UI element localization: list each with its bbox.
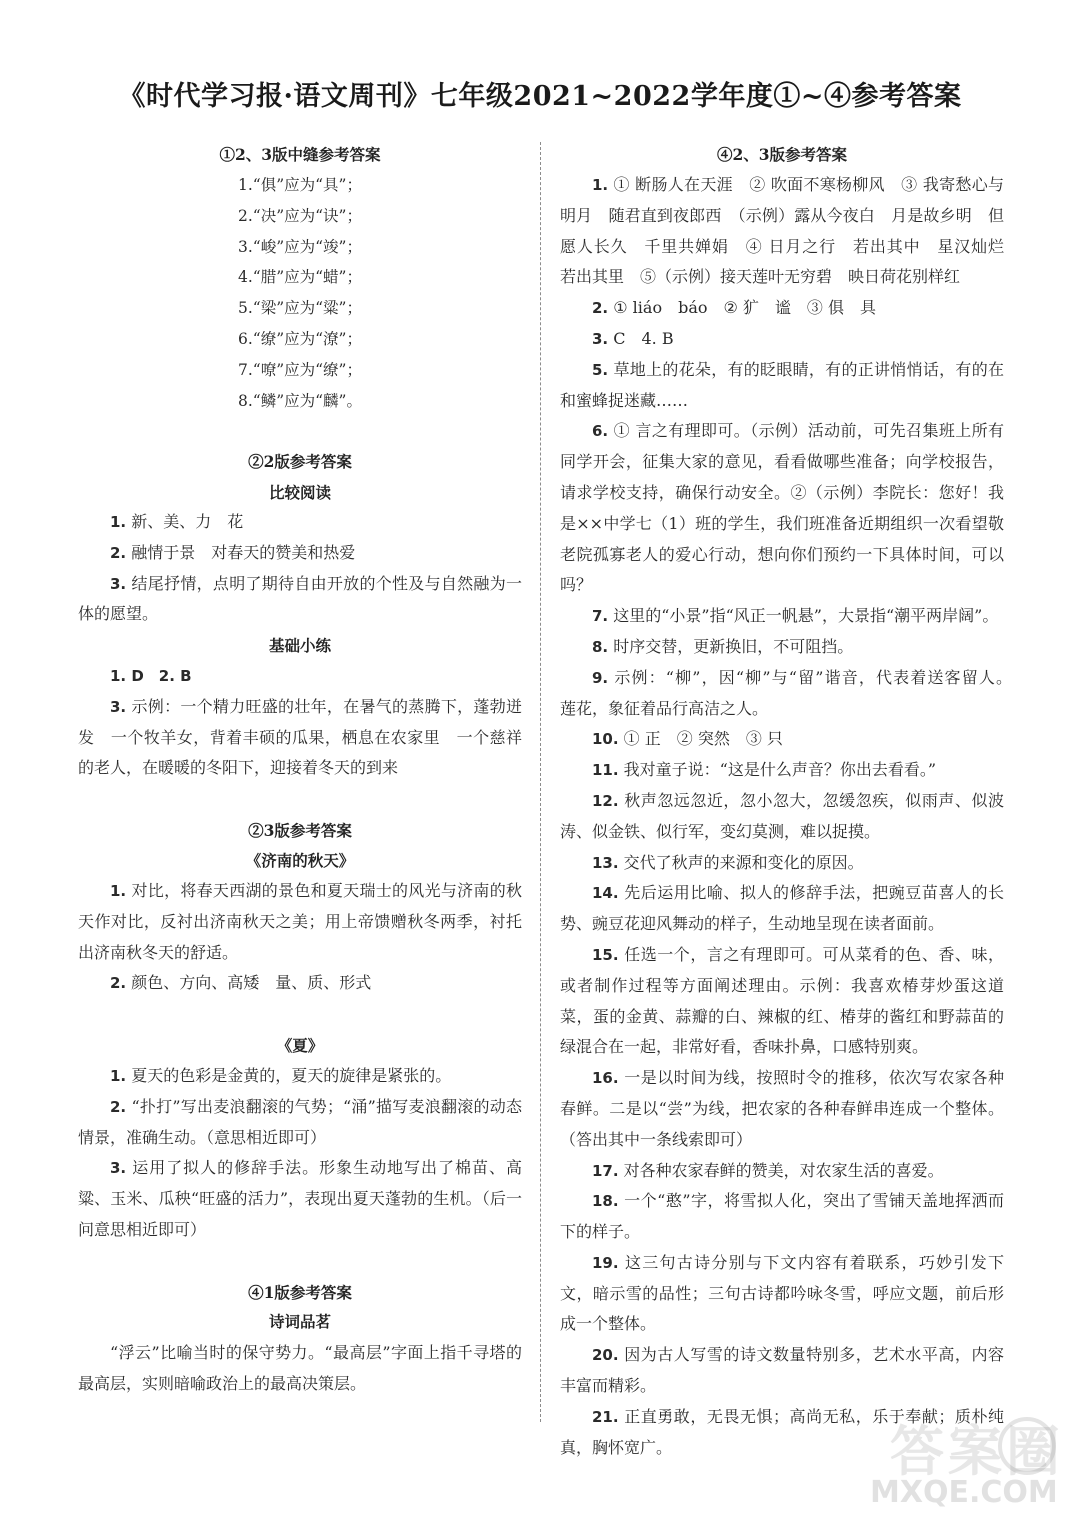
section-heading-3: ②3版参考答案: [248, 821, 352, 840]
answer-item: 16. 一是以时间为线，按照时令的推移，依次写农家各种春鲜。二是以“尝”为线，把农家的各种春鲜串连成一个整体。（答出其中一条线索即可）: [560, 1068, 1004, 1149]
answer-block: [78, 661, 522, 784]
answer-item: 15. 任选一个，言之有理即可。可从菜肴的色、香、味，或者制作过程等方面阐述理由。示例：我喜欢椿芽炒蛋这道菜，蛋的金黄、蒜瓣的白、辣椒的红、椿芽的酱红和野蒜苗的绿混合在一起，非常好看，香味扑鼻，口感特别爽。: [560, 944, 1004, 1057]
subheading-comparative-reading: 比较阅读: [268, 483, 331, 502]
list-item: 1.“俱”应为“具”；: [238, 176, 362, 194]
answer-block: [78, 876, 522, 999]
watermark: [862, 1409, 1062, 1517]
list-item: 8.“鳞”应为“麟”。: [238, 391, 362, 410]
answer-item: 17. 对各种农家春鲜的赞美，对农家生活的喜爱。: [592, 1160, 944, 1180]
answer-block: [78, 1338, 522, 1400]
answer-item: 3. 示例：一个精力旺盛的壮年，在暑气的蒸腾下，蓬勃迸发 一个牧羊女，背着丰硕的瓜果，栖息在农家里 一个慈祥的老人，在暖暖的冬阳下，迎接着冬天的到来: [78, 696, 522, 778]
answer-block: [78, 1061, 522, 1246]
section-heading-4: ④1版参考答案: [248, 1283, 352, 1302]
list-item: 6.“缭”应为“潦”；: [238, 329, 362, 348]
list-item: 2.“决”应为“诀”；: [238, 206, 362, 225]
answer-item: 3. 结尾抒情，点明了期待自由开放的个性及与自然融为一体的愿望。: [78, 573, 522, 624]
subheading-basic-practice: 基础小练: [268, 636, 331, 655]
typo-correction-list: [238, 170, 478, 416]
answer-item: 2. 融情于景 对春天的赞美和热爱: [110, 542, 356, 562]
answer-item: 2. 颜色、方向、高矮 量、质、形式: [110, 973, 372, 993]
answer-item: 13. 交代了秋声的来源和变化的原因。: [592, 852, 864, 872]
answer-item: 1. ① 断肠人在天涯 ② 吹面不寒杨柳风 ③ 我寄愁心与明月 随君直到夜郎西 （示例）露从今夜白 月是故乡明 但愿人长久 千里共婵娟 ④ 日月之行 若出其中 星汉灿烂 若出其里 ⑤（示例）接天莲叶无穷碧 映日荷花别样红: [560, 175, 1021, 287]
answer-item: 1. 新、美、力 花: [110, 512, 244, 531]
answer-item: 8. 时序交替，更新换旧，不可阻挡。: [592, 636, 854, 656]
answer-item: 3. C 4. B: [592, 328, 674, 348]
answer-item: 1. D 2. B: [110, 667, 192, 685]
answer-block: [78, 507, 522, 630]
answer-item: 1. 夏天的色彩是金黄的，夏天的旋律是紧张的。: [110, 1066, 452, 1085]
answer-item: “浮云”比喻当时的保守势力。“最高层”字面上指千寻塔的最高层，实则暗喻政治上的最高决策层。: [78, 1343, 522, 1393]
answer-item: 21. 正直勇敢，无畏无惧；高尚无私，乐于奉献；质朴纯真，胸怀宽广。: [560, 1406, 1004, 1457]
answer-item: 12. 秋声忽远忽近，忽小忽大，忽缓忽疾，似雨声、似波涛、似金铁、似行军，变幻莫测，难以捉摸。: [560, 790, 1004, 841]
section-heading-1: ①2、3版中缝参考答案: [219, 145, 381, 164]
watermark-text: 答案圈: [890, 1420, 1064, 1483]
list-item: 3.“峻”应为“竣”；: [238, 237, 362, 256]
answer-item: 14. 先后运用比喻、拟人的修辞手法，把豌豆苗喜人的长势、豌豆花迎风舞动的样子，生动地呈现在读者面前。: [560, 883, 1004, 934]
answer-item: 19. 这三句古诗分别与下文内容有着联系，巧妙引发下文，暗示雪的品性；三句古诗都吟咏冬雪，呼应文题，前后形成一个整体。: [560, 1252, 1004, 1334]
section-heading-2: ②2版参考答案: [248, 452, 352, 471]
answer-item: 11. 我对童子说：“这是什么声音？你出去看看。”: [592, 760, 937, 780]
answer-item: 1. 对比，将春天西湖的景色和夏天瑞士的风光与济南的秋天作对比，反衬出济南秋天之美；用上帝馈赠秋冬两季，衬托出济南秋冬天的舒适。: [78, 881, 522, 962]
page-title: 《时代学习报·语文周刊》七年级2021~2022学年度①~④参考答案: [118, 81, 962, 112]
subheading-jinan-autumn: 《济南的秋天》: [245, 851, 355, 870]
column-divider: [540, 142, 541, 1422]
answer-item: 2. ① liáo báo ② 犷 谧 ③ 俱 具: [592, 298, 877, 318]
answer-item: 10. ① 正 ② 突然 ③ 只: [592, 729, 783, 749]
list-item: 5.“梁”应为“粱”；: [238, 299, 362, 318]
answer-item: 9. 示例：“柳”，因“柳”与“留”谐音，代表着送客留人。 莲花，象征着品行高洁之人。: [560, 667, 1021, 718]
section-heading-right: ④2、3版参考答案: [716, 145, 848, 164]
answer-item: 5. 草地上的花朵，有的眨眼睛，有的正讲悄悄话，有的在和蜜蜂捉迷藏……: [560, 359, 1004, 410]
watermark-url: MXQE.COM: [870, 1475, 1058, 1510]
list-item: 7.“嘹”应为“缭”；: [238, 360, 362, 379]
list-item: 4.“腊”应为“蜡”；: [238, 268, 362, 287]
subheading-poetry: 诗词品茗: [268, 1312, 331, 1331]
answer-item: 20. 因为古人写雪的诗文数量特别多，艺术水平高，内容丰富而精彩。: [560, 1345, 1004, 1396]
answer-item: 6. ① 言之有理即可。（示例）活动前，可先召集班上所有同学开会，征集大家的意见，看看做哪些准备；向学校报告，请求学校支持，确保行动安全。②（示例）李院长：您好！我是××中学七（1）班的学生，我们班准备近期组织一次看望敬老院孤寡老人的爱心行动，想向你们预约一下具体时间，可以吗？: [560, 421, 1004, 595]
answer-item: 18. 一个“憨”字，将雪拟人化，突出了雪铺天盖地挥洒而下的样子。: [560, 1191, 1004, 1242]
answer-item: 7. 这里的“小景”指“风正一帆悬”，大景指“潮平两岸阔”。: [592, 606, 999, 626]
subheading-summer: 《夏》: [276, 1036, 324, 1055]
answer-item: 3. 运用了拟人的修辞手法。形象生动地写出了棉苗、高粱、玉米、瓜秧“旺盛的活力”，表现出夏天蓬勃的生机。（后一问意思相近即可）: [78, 1158, 522, 1239]
answer-item: 2. “扑打”写出麦浪翻滚的气势；“涌”描写麦浪翻滚的动态情景，准确生动。（意思相近即可）: [78, 1096, 522, 1147]
